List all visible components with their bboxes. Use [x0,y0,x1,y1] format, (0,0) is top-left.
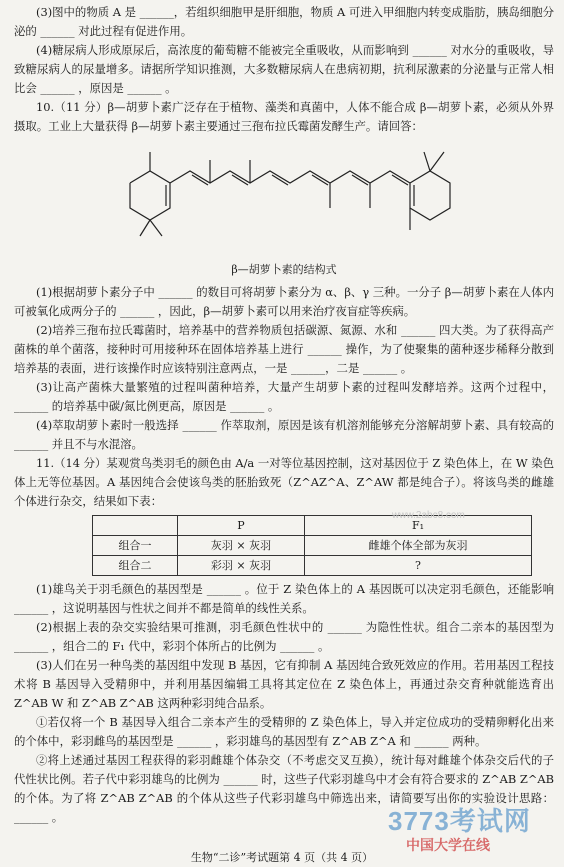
q9-part3: (3)图中的物质 A 是 ______，若组织细胞甲是肝细胞，物质 A 可进入甲细胞内转变成脂肪，胰岛细胞分泌的 ______ 对此过程有促进作用。 [14,5,554,38]
table-cell: ? [305,556,532,576]
q11-stem: 11.（14 分）某观赏鸟类羽毛的颜色由 A/a 一对等位基因控制，这对基因位于 Z 染色体上，在 W 染色体上无等位基因。A 基因纯合会使该鸟类的胚胎致死（Z^AZ^A、Z^AW 都是纯合子）。将该鸟类的雌雄个体进行杂交，结果如下表： [14,456,554,508]
table-header-cell: F₁ [305,516,532,536]
table-cell: 雌雄个体全部为灰羽 [305,536,532,556]
table-header-cell: P [178,516,305,536]
figure-caption: β—胡萝卜素的结构式 [231,263,337,276]
q11-part3: (3)人们在另一种鸟类的基因组中发现 B 基因，它有抑制 A 基因纯合致死效应的作用。若用基因工程技术将 B 基因导入受精卵中，并利用基因编辑工具将其定位在 Z 染色体上，再通过杂交育种就能选育出 Z^AB W 和 Z^AB Z^AB 这两种彩羽纯合品系。 [14,658,554,710]
exam-page [14,3,554,827]
table-header-row [93,516,532,536]
q9-part4: (4)糖尿病人形成原尿后，高浓度的葡萄糖不能被完全重吸收，从而影响到 ______ 对水分的重吸收，导致糖尿病人的尿量增多。请据所学知识推测，大多数糖尿病人在患病初期，抗利尿激素的分泌量与正常人相比会 ______ ，原因是 ______ 。 [14,43,554,95]
logo-watermark-subtitle: 中国大学在线 [406,837,490,853]
beta-carotene-diagram [110,138,470,256]
table-cell: 灰羽 × 灰羽 [178,536,305,556]
table-header-cell [93,516,178,536]
table-cell: 彩羽 × 灰羽 [178,556,305,576]
q11-part3-sub2: ②将上述通过基因工程获得的彩羽雌雄个体杂交（不考虑交叉互换），统计每对雌雄个体杂交后代的子代性状比例。若子代中彩羽雄鸟的比例为 ______ 时，这些子代彩羽雄鸟中才会有符合要求的 Z^AB Z^AB 的个体。为了将 Z^AB Z^AB 的个体从这些子代彩羽雄鸟中筛选出来，请简要写出你的实验设计思路： ______ 。 [14,753,554,824]
q11-part2: (2)根据上表的杂交实验结果可推测，羽毛颜色性状中的 ______ 为隐性性状。组合二亲本的基因型为 ______ ，组合二的 F₁ 代中，彩羽个体所占的比例为 ______ 。 [14,620,554,653]
table-row [93,536,532,556]
q10-part4: (4)萃取胡萝卜素时一般选择 ______ 作萃取剂，原因是该有机溶剂能够充分溶解胡萝卜素、具有较高的 ______ 并且不与水混溶。 [14,418,554,451]
logo-watermark: 3773考试网 [388,806,531,836]
beta-carotene-structure [14,138,554,258]
q10-part3: (3)让高产菌株大量繁殖的过程叫菌种培养，大量产生胡萝卜素的过程叫发酵培养。这两个过程中，______ 的培养基中碳/氮比例更高，原因是 ______ 。 [14,380,554,413]
cross-results-table [92,515,532,576]
q11-part3-sub1: ①若仅将一个 B 基因导入组合二亲本产生的受精卵的 Z 染色体上，导入并定位成功的受精卵孵化出来的个体中，彩羽雌鸟的基因型是 ______ ，彩羽雄鸟的基因型有 Z^AB Z^A 和 ______ 两种。 [14,715,554,748]
table-cell: 组合一 [93,536,178,556]
q10-stem: 10.（11 分）β—胡萝卜素广泛存在于植物、藻类和真菌中，人体不能合成 β—胡萝卜素，必须从外界摄取。工业上大量获得 β—胡萝卜素主要通过三孢布拉氏霉菌发酵生产。请回答： [14,100,554,133]
q10-part1: (1)根据胡萝卜素分子中 ______ 的数目可将胡萝卜素分为 α、β、γ 三种。一分子 β—胡萝卜素在人体内可被氧化成两分子的 ______ ，因此，β—胡萝卜素可以用来治疗夜盲症等疾病。 [14,285,554,318]
table-row [93,556,532,576]
q10-part2: (2)培养三孢布拉氏霉菌时，培养基中的营养物质包括碳源、氮源、水和 ______ 四大类。为了获得高产菌株的单个菌落，接种时可用接种环在固体培养基上进行 ______ 操作，为了使聚集的菌种逐步稀释分散到培养基的表面，进行该操作时应该特别注意两点，一是 ______，二是 ______ 。 [14,323,554,375]
page-footer: 生物“二诊”考试题第 4 页（共 4 页） [190,851,374,864]
q11-part1: (1)雄鸟关于羽毛颜色的基因型是 ______ 。位于 Z 染色体上的 A 基因既可以决定羽毛颜色，还能影响 ______ ，这说明基因与性状之间并不都是简单的线性关系。 [14,582,554,615]
table-cell: 组合二 [93,556,178,576]
site-watermark: www.2abc8.com [392,510,465,521]
